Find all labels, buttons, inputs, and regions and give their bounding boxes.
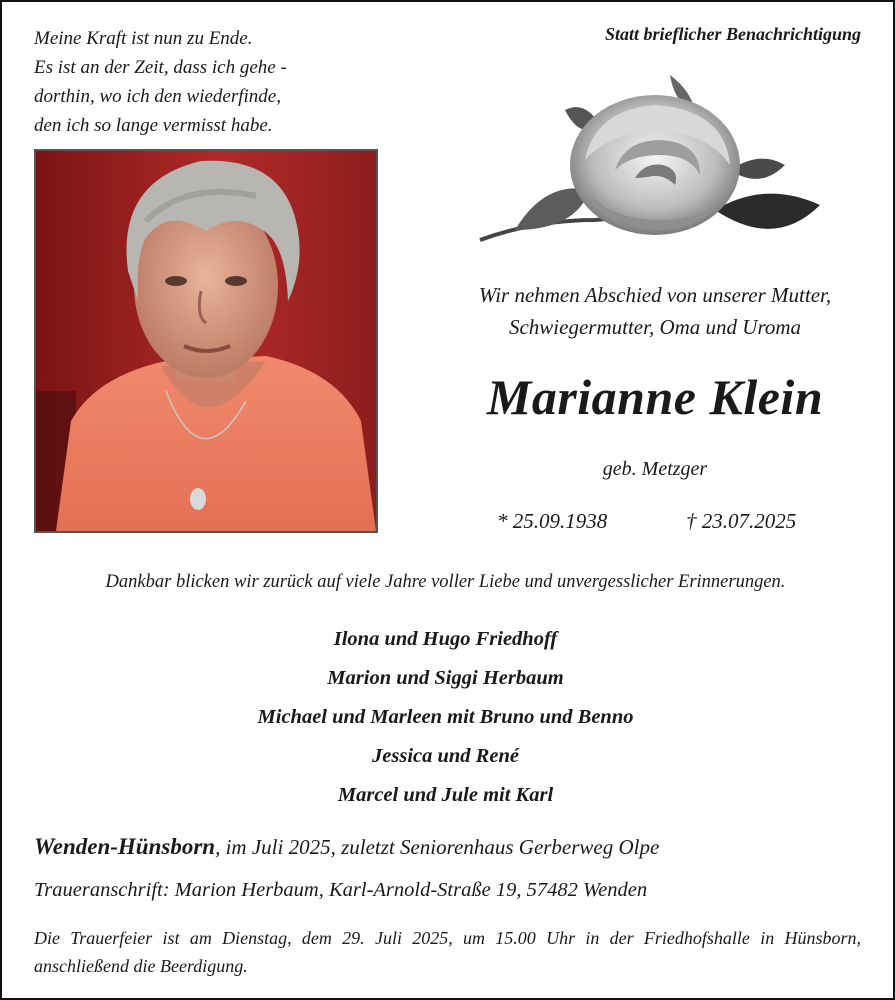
portrait-photo: [34, 149, 378, 533]
ceremony-info: Die Trauerfeier ist am Dienstag, dem 29. Juli 2025, um 15.00 Uhr in der Friedhofshalle in Hünsborn, anschließend die Beerdigung.: [34, 928, 861, 976]
maiden-name: geb. Metzger: [602, 458, 708, 480]
intro-line: Schwiegermutter, Oma und Uroma: [508, 315, 802, 339]
mourner-entry: Ilona und Hugo Friedhoff: [333, 628, 558, 650]
place-town: Wenden-Hünsborn: [34, 834, 216, 859]
birth-date: * 25.09.1938: [497, 509, 608, 533]
poem: [34, 24, 364, 140]
mourner-entry: Michael und Marleen mit Bruno und Benno: [257, 706, 634, 728]
mourners-list: [0, 620, 891, 815]
gratitude-text: Dankbar blicken wir zurück auf viele Jahre voller Liebe und unvergesslicher Erinnerungen.: [105, 572, 786, 592]
poem-line: Es ist an der Zeit, dass ich gehe -: [34, 57, 287, 78]
place-and-date: [34, 834, 659, 860]
poem-line: dorthin, wo ich den wiederfinde,: [34, 86, 281, 107]
rose-illustration: [475, 70, 835, 255]
mourning-address: Traueranschrift: Marion Herbaum, Karl-Arnold-Straße 19, 57482 Wenden: [34, 879, 648, 901]
poem-line: Meine Kraft ist nun zu Ende.: [34, 28, 253, 49]
rose-icon: [475, 70, 835, 255]
mourner-entry: Marcel und Jule mit Karl: [337, 784, 554, 806]
place-details: , im Juli 2025, zuletzt Seniorenhaus Gerberweg Olpe: [215, 835, 660, 859]
intro-line: Wir nehmen Abschied von unserer Mutter,: [478, 283, 832, 307]
notification-heading: Statt brieflicher Benachrichtigung: [604, 24, 861, 44]
poem-line: den ich so lange vermisst habe.: [34, 115, 273, 136]
portrait-image: [36, 151, 376, 531]
death-date: † 23.07.2025: [686, 509, 797, 533]
mourner-entry: Marion und Siggi Herbaum: [327, 667, 564, 689]
mourner-entry: Jessica und René: [372, 745, 519, 767]
deceased-name: Marianne Klein: [486, 369, 824, 425]
farewell-intro: [430, 279, 880, 343]
